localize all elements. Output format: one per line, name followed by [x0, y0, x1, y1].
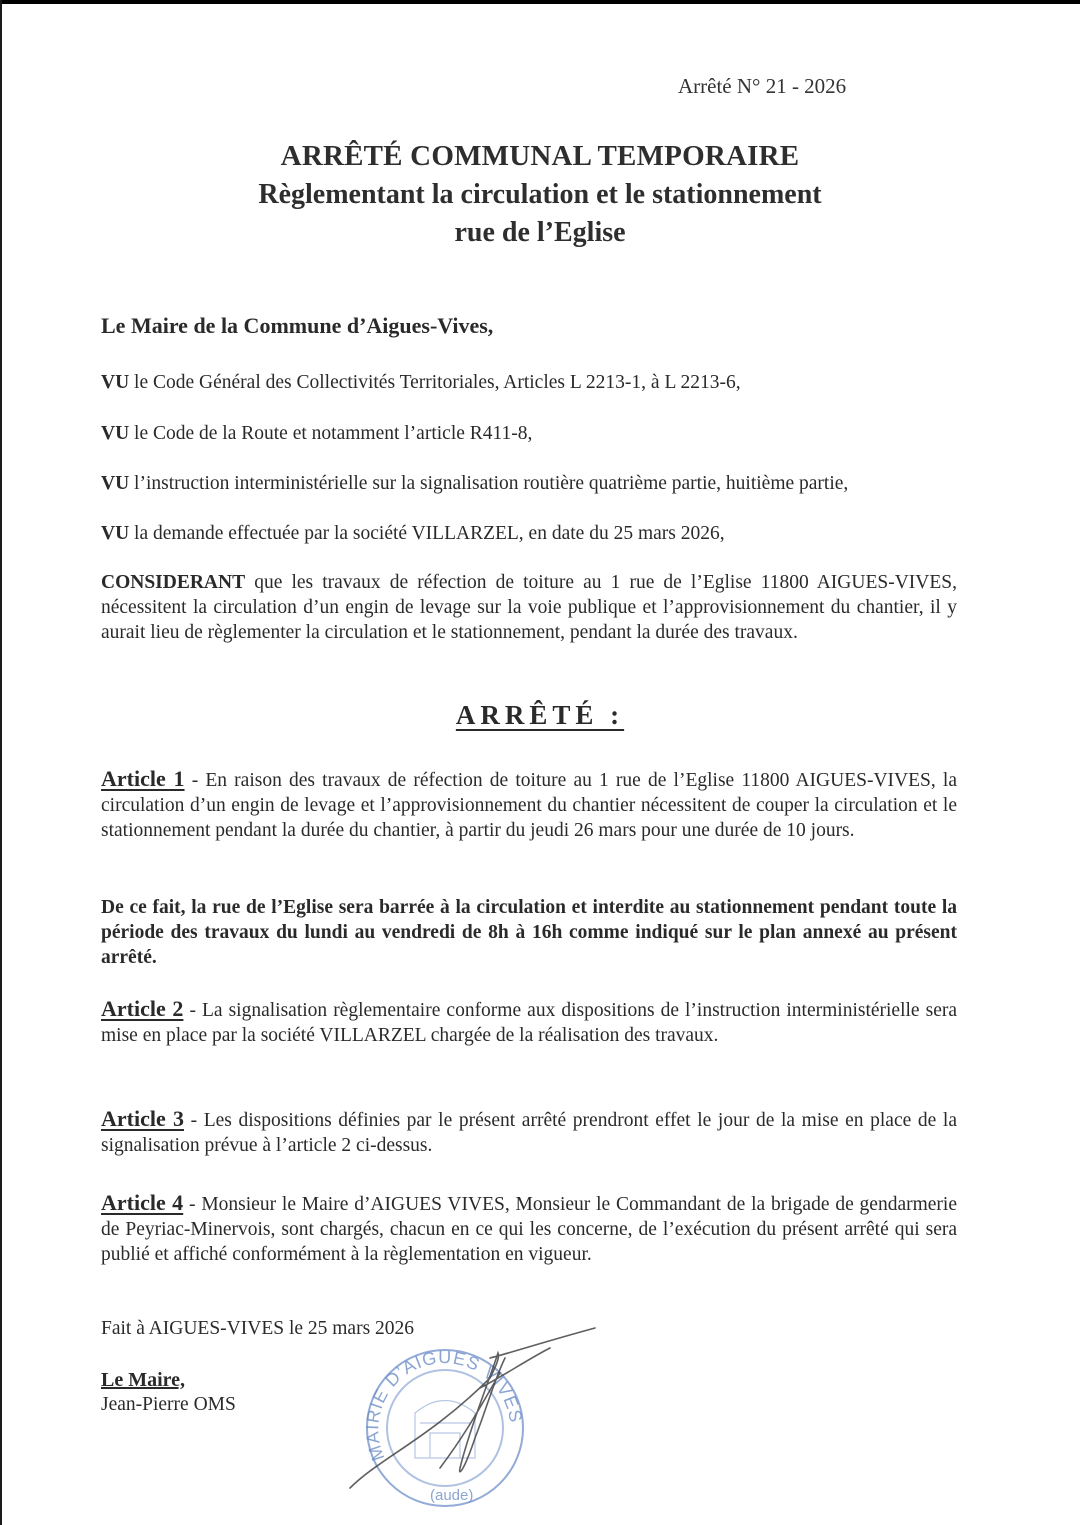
signatory-title: Le Maire, — [101, 1369, 186, 1391]
subtitle-line-1: Règlementant la circulation et le stationnement — [258, 179, 822, 210]
article-4 — [101, 1190, 957, 1267]
article-text: - Monsieur le Maire d’AIGUES VIVES, Monsieur le Commandant de la brigade de gendarmerie de Peyriac-Minervois, sont chargés, chacun en ce qui les concerne, de l’exécution du présent arrêté qui sera publié et affiché conformément à la règlementation en vigueur. — [101, 1194, 957, 1265]
article-label: Article 4 — [101, 1190, 184, 1215]
stamp-bottom-text: (aude) — [430, 1487, 474, 1504]
article-label: Article 2 — [101, 996, 184, 1021]
done-at-line: Fait à AIGUES-VIVES le 25 mars 2026 — [101, 1318, 415, 1339]
article-3 — [101, 1106, 957, 1158]
visa-1 — [101, 370, 957, 395]
article-text: - La signalisation règlementaire conforme aux dispositions de l’instruction interministérielle sera mise en place par la société VILLARZEL chargée de la réalisation des travaux. — [101, 1000, 958, 1046]
visa-2 — [101, 421, 957, 446]
visa-text: l’instruction interministérielle sur la signalisation routière quatrième partie, huitième partie, — [129, 473, 849, 494]
decree-number: Arrêté N° 21 - 2026 — [678, 74, 847, 98]
article-text: - Les dispositions définies par le présent arrêté prendront effet le jour de la mise en place de la signalisation prévue à l’article 2 ci-dessus. — [101, 1110, 957, 1156]
visa-keyword: VU — [101, 372, 130, 393]
visa-text: la demande effectuée par la société VILLARZEL, en date du 25 mars 2026, — [129, 523, 725, 544]
arrete-heading: ARRÊTÉ : — [455, 700, 625, 730]
considerant-paragraph — [101, 570, 957, 645]
visa-3 — [101, 471, 957, 496]
mairie-stamp-and-signature — [340, 1318, 610, 1518]
article-label: Article 1 — [101, 766, 185, 791]
visa-text: le Code de la Route et notamment l’article R411-8, — [129, 423, 533, 444]
visa-keyword: VU — [101, 523, 130, 544]
article-label: Article 3 — [101, 1106, 184, 1131]
visa-4 — [101, 521, 957, 546]
stamp-ring-text: MAIRIE D’AIGUES VIVES — [362, 1347, 527, 1464]
considerant-keyword: CONSIDERANT — [101, 572, 246, 593]
article-2 — [101, 996, 957, 1048]
article-1 — [101, 766, 957, 843]
subtitle-line-2: rue de l’Eglise — [454, 217, 626, 248]
article-text: - En raison des travaux de réfection de toiture au 1 rue de l’Eglise 11800 AIGUES-VIVES, la circulation d’un engin de levage et l’approvisionnement du chantier nécessitent de couper la circulation et le stationnement pendant la durée du chantier, à partir du jeudi 26 mars pour une durée de 10 jours. — [101, 770, 957, 841]
considerant-text: que les travaux de réfection de toiture au 1 rue de l’Eglise 11800 AIGUES-VIVES, nécessitent la circulation d’un engin de levage sur la voie publique et l’approvisionnement du chantier, il y aurait lieu de règlementer la circulation et le stationnement, pendant la durée des travaux. — [101, 572, 957, 643]
visa-keyword: VU — [101, 423, 130, 444]
page-title: ARRÊTÉ COMMUNAL TEMPORAIRE — [280, 140, 800, 172]
signatory-name: Jean-Pierre OMS — [101, 1394, 236, 1415]
visa-text: le Code Général des Collectivités Territoriales, Articles L 2213-1, à L 2213-6, — [129, 372, 741, 393]
authority-heading: Le Maire de la Commune d’Aigues-Vives, — [101, 313, 494, 338]
visa-keyword: VU — [101, 473, 130, 494]
emphasis-paragraph: De ce fait, la rue de l’Eglise sera barrée à la circulation et interdite au stationnement pendant toute la période des travaux du lundi au vendredi de 8h à 16h comme indiqué sur le plan annexé au présent arrêté. — [101, 897, 957, 968]
